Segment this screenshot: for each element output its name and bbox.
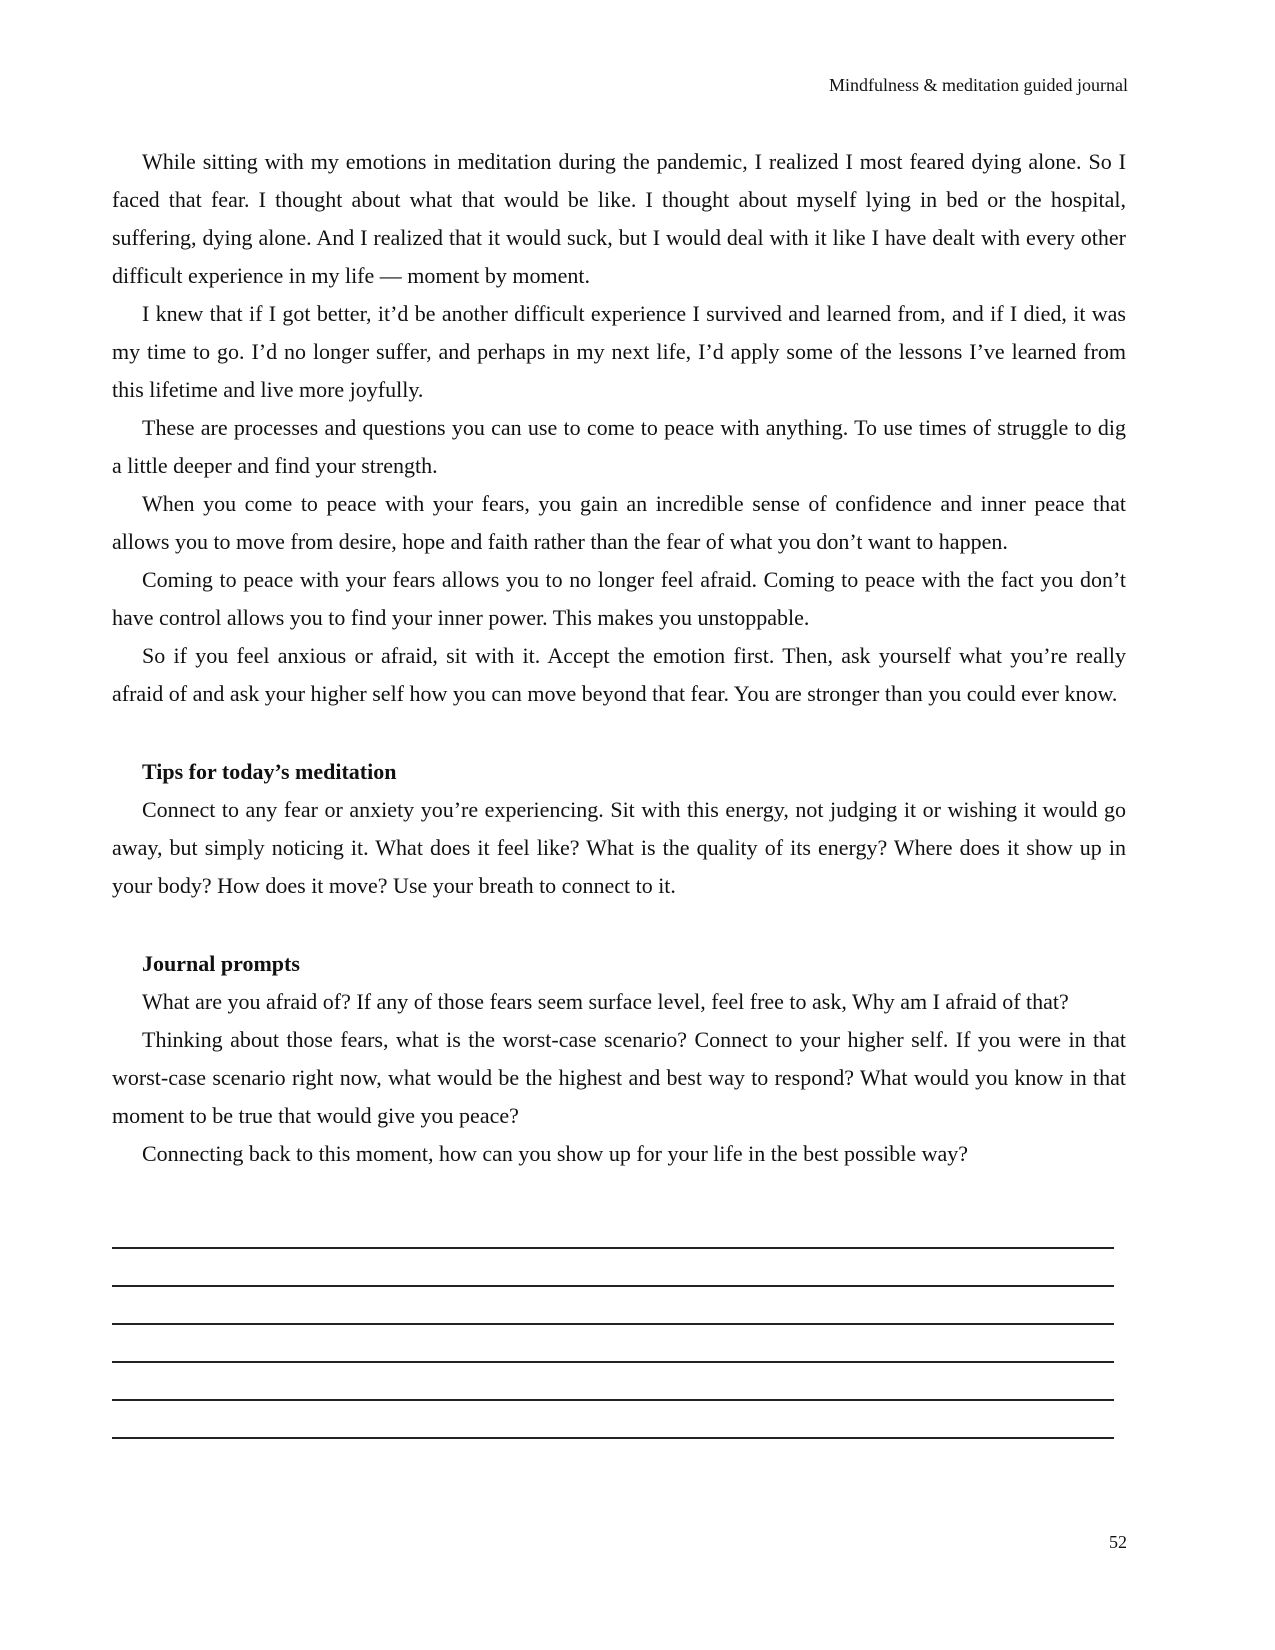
body-paragraph: Coming to peace with your fears allows you to no longer feel afraid. Coming to peace with the fact you don’t have control allows you to find your inner power. This makes you unstoppable. [112, 567, 1126, 630]
body-paragraph: So if you feel anxious or afraid, sit with it. Accept the emotion first. Then, ask yourself what you’re really afraid of and ask your higher self how you can move beyond that fear. You are stronger than you could ever know. [112, 643, 1126, 706]
writing-line[interactable] [112, 1249, 1114, 1287]
section-spacer [112, 713, 1126, 753]
section-spacer [112, 905, 1126, 945]
running-header: Mindfulness & meditation guided journal [829, 75, 1128, 95]
writing-line[interactable] [112, 1325, 1114, 1363]
page-number: 52 [1109, 1532, 1127, 1552]
body-paragraph: I knew that if I got better, it’d be another difficult experience I survived and learned from, and if I died, it was my time to go. I’d no longer suffer, and perhaps in my next life, I’d apply some of the lessons I’ve learned from this lifetime and live more joyfully. [112, 301, 1126, 402]
writing-line[interactable] [112, 1287, 1114, 1325]
body-paragraph: While sitting with my emotions in meditation during the pandemic, I realized I most feared dying alone. So I faced that fear. I thought about what that would be like. I thought about myself lying in bed or the hospital, suffering, dying alone. And I realized that it would suck, but I would deal with it like I have dealt with every other difficult experience in my life — moment by moment. [112, 149, 1126, 288]
journal-writing-lines [112, 1211, 1114, 1439]
tips-paragraph: Connect to any fear or anxiety you’re experiencing. Sit with this energy, not judging it or wishing it would go away, but simply noticing it. What does it feel like? What is the quality of its energy? Where does it show up in your body? How does it move? Use your breath to connect to it. [112, 797, 1126, 898]
journal-prompt: What are you afraid of? If any of those fears seem surface level, feel free to ask, Why am I afraid of that? [142, 989, 1069, 1014]
journal-prompt: Connecting back to this moment, how can you show up for your life in the best possible way? [142, 1141, 969, 1166]
writing-line[interactable] [112, 1363, 1114, 1401]
page-body [112, 143, 1126, 1439]
section-spacer [112, 1173, 1126, 1211]
journal-prompt: Thinking about those fears, what is the worst-case scenario? Connect to your higher self. If you were in that worst-case scenario right now, what would be the highest and best way to respond? What would you know in that moment to be true that would give you peace? [112, 1027, 1126, 1128]
tips-heading: Tips for today’s meditation [142, 759, 397, 784]
writing-line[interactable] [112, 1401, 1114, 1439]
journal-prompts-heading: Journal prompts [142, 951, 300, 976]
writing-line[interactable] [112, 1211, 1114, 1249]
body-paragraph: These are processes and questions you can use to come to peace with anything. To use times of struggle to dig a little deeper and find your strength. [112, 415, 1126, 478]
body-paragraph: When you come to peace with your fears, you gain an incredible sense of confidence and inner peace that allows you to move from desire, hope and faith rather than the fear of what you don’t want to happen. [112, 491, 1126, 554]
